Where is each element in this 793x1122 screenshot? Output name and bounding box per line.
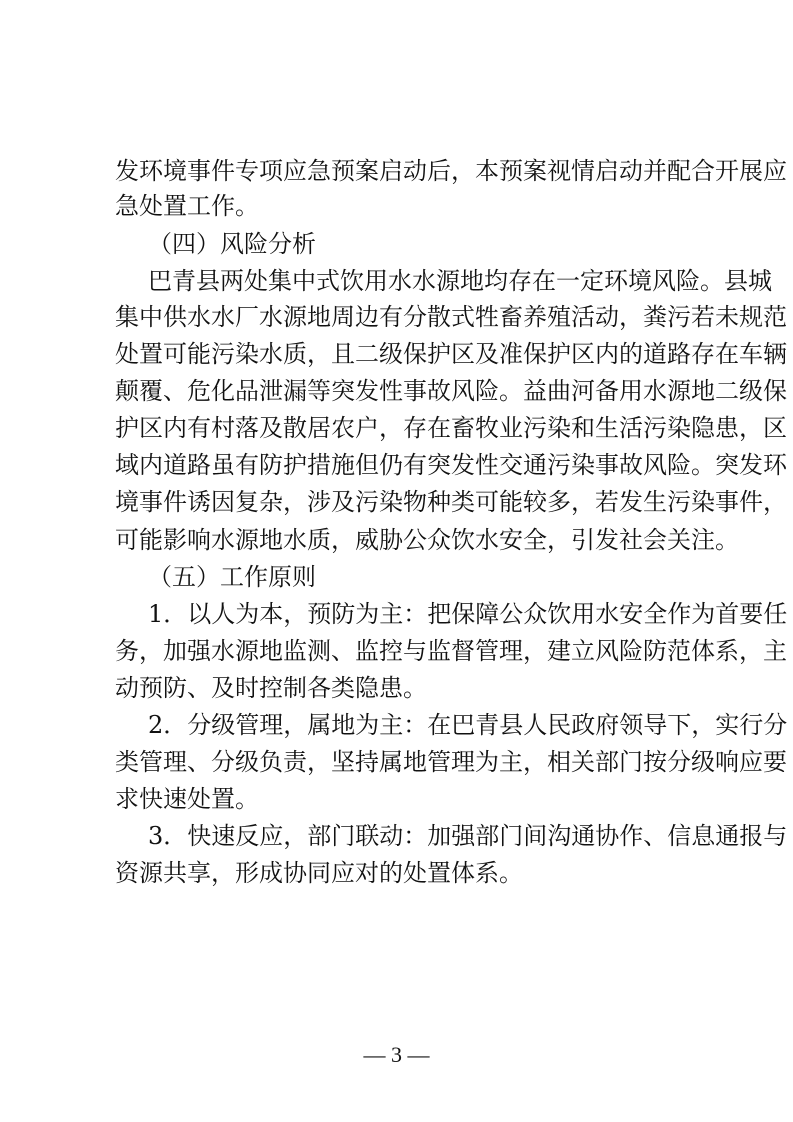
body-text-line: 求快速处置。	[115, 785, 259, 813]
body-text-line: 护区内有村落及散居农户，存在畜牧业污染和生活污染隐患，区	[115, 414, 787, 442]
section-heading-risk-analysis: （四）风险分析	[148, 230, 316, 258]
body-text-line: 资源共享，形成协同应对的处置体系。	[115, 859, 523, 887]
body-text-line: 巴青县两处集中式饮用水水源地均存在一定环境风险。县城	[148, 267, 772, 295]
body-text-line: 1．以人为本，预防为主：把保障公众饮用水安全作为首要任	[148, 600, 788, 628]
body-text-line: 域内道路虽有防护措施但仍有突发性交通污染事故风险。突发环	[115, 451, 787, 479]
body-text-line: 3．快速反应，部门联动：加强部门间沟通协作、信息通报与	[148, 822, 788, 850]
page-number: — 3 —	[363, 1042, 430, 1067]
section-heading-work-principles: （五）工作原则	[148, 563, 316, 591]
body-text-line: 2．分级管理，属地为主：在巴青县人民政府领导下，实行分	[148, 711, 788, 739]
body-text-line: 颠覆、危化品泄漏等突发性事故风险。益曲河备用水源地二级保	[115, 377, 787, 405]
body-text-line: 类管理、分级负责，坚持属地管理为主，相关部门按分级响应要	[115, 748, 787, 776]
body-text-line: 处置可能污染水质，且二级保护区及准保护区内的道路存在车辆	[115, 340, 787, 368]
body-text-line: 务，加强水源地监测、监控与监督管理，建立风险防范体系，主	[115, 637, 787, 665]
body-text-line: 可能影响水源地水质，威胁公众饮水安全，引发社会关注。	[115, 526, 739, 554]
body-text-line: 发环境事件专项应急预案启动后，本预案视情启动并配合开展应	[115, 157, 787, 185]
body-text-line: 急处置工作。	[115, 192, 259, 220]
body-text-line: 境事件诱因复杂，涉及污染物种类可能较多，若发生污染事件，	[115, 488, 787, 516]
body-text-line: 集中供水水厂水源地周边有分散式牲畜养殖活动，粪污若未规范	[115, 303, 787, 331]
body-text-line: 动预防、及时控制各类隐患。	[115, 674, 427, 702]
